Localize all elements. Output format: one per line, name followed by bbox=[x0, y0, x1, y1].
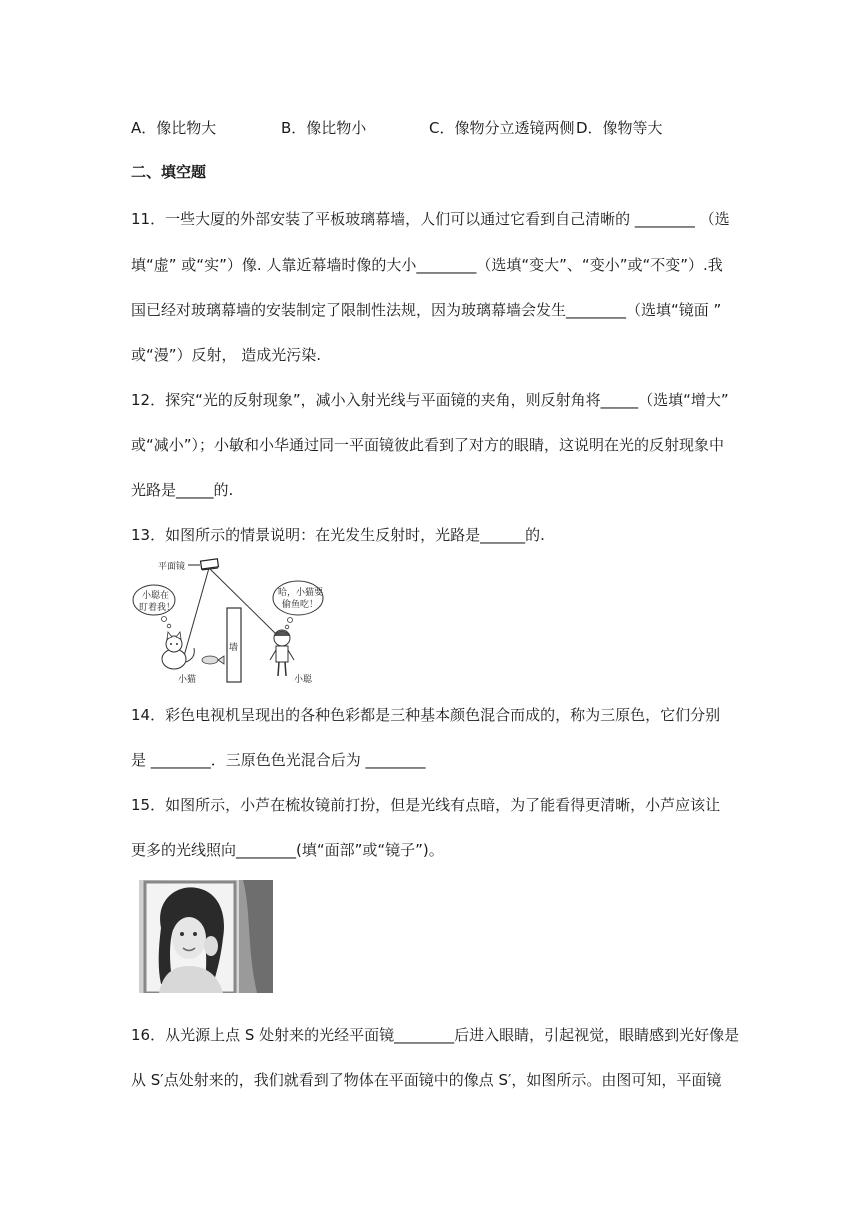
q16-line-1: 16．从光源上点 S 处射来的光经平面镜________后进入眼睛，引起视觉，眼睛感到光好像是 bbox=[131, 1026, 740, 1044]
q13-line-1: 13．如图所示的情景说明：在光发生反射时，光路是______的. bbox=[131, 526, 545, 544]
cat-bubble-line-2: 盯着我！ bbox=[139, 603, 176, 613]
boy-bubble-line-2: 偷鱼吃！ bbox=[282, 600, 319, 610]
q11-line-1: 11．一些大厦的外部安装了平板玻璃幕墙，人们可以通过它看到自己清晰的 ________ （选 bbox=[131, 210, 730, 228]
section-heading: 二、填空题 bbox=[131, 163, 207, 181]
reflected-ray bbox=[209, 568, 278, 636]
boy-label: 小聪 bbox=[294, 675, 313, 685]
q16-line-2: 从 S′点处射来的，我们就看到了物体在平面镜中的像点 S′，如图所示。由图可知，平面镜 bbox=[131, 1071, 722, 1089]
q11-line-3: 国已经对玻璃幕墙的安装制定了限制性法规，因为玻璃幕墙会发生________（选填“镜面 ” bbox=[131, 301, 722, 319]
boy-icon bbox=[270, 630, 294, 676]
wall-label: 墙 bbox=[229, 643, 239, 653]
option-a: A．像比物大 bbox=[131, 119, 217, 137]
q11-line-4: 或“漫”）反射， 造成光污染. bbox=[131, 346, 322, 364]
q14-line-2: 是 ________．三原色色光混合后为 ________ bbox=[131, 751, 426, 769]
incident-ray bbox=[184, 568, 209, 656]
option-b: B．像比物小 bbox=[281, 119, 367, 137]
cat-bubble-line-1: 小聪在 bbox=[142, 591, 170, 601]
q14-line-1: 14．彩色电视机呈现出的各种色彩都是三种基本颜色混合而成的，称为三原色，它们分别 bbox=[131, 706, 721, 724]
option-d: D．像物等大 bbox=[576, 119, 663, 137]
option-c: C．像物分立透镜两侧 bbox=[429, 119, 575, 137]
q12-line-2: 或“减小”）；小敏和小华通过同一平面镜彼此看到了对方的眼睛，这说明在光的反射现象中 bbox=[131, 436, 725, 454]
cat-label: 小猫 bbox=[178, 675, 197, 685]
mirror-icon bbox=[201, 559, 219, 569]
q12-line-1: 12．探究“光的反射现象”，减小入射光线与平面镜的夹角，则反射角将_____（选填“增大” bbox=[131, 391, 729, 409]
q11-line-2: 填“虚” 或“实”）像. 人靠近幕墙时像的大小________（选填“变大”、“变小”或“不变”）.我 bbox=[131, 256, 723, 274]
q15-line-1: 15．如图所示，小芦在梳妆镜前打扮，但是光线有点暗，为了能看得更清晰，小芦应该让 bbox=[131, 796, 721, 814]
mirror-label: 平面镜 bbox=[158, 562, 186, 572]
fish-icon bbox=[202, 656, 224, 664]
reflection-figure bbox=[130, 556, 362, 686]
mirror-photo bbox=[139, 880, 273, 993]
q15-line-2: 更多的光线照向________(填“面部”或“镜子”)。 bbox=[131, 841, 444, 859]
q12-line-3: 光路是_____的. bbox=[131, 481, 234, 499]
boy-bubble-line-1: 哈，小猫要 bbox=[278, 588, 324, 598]
